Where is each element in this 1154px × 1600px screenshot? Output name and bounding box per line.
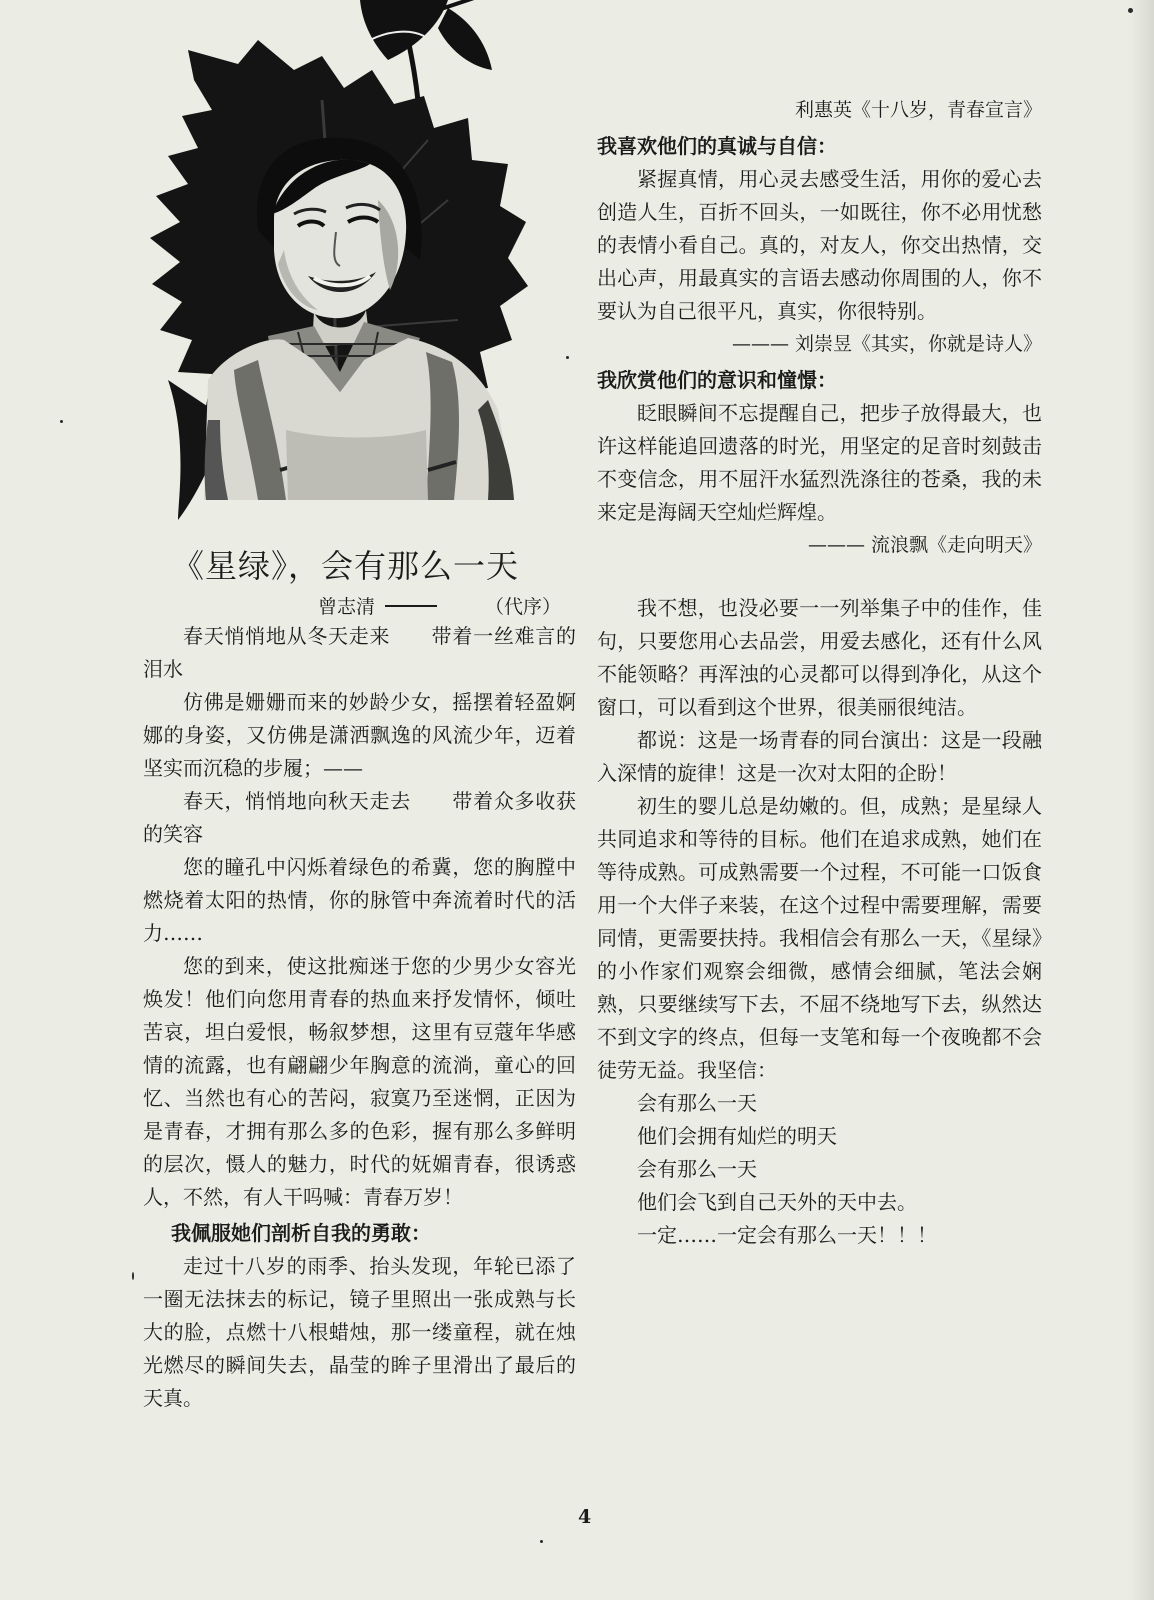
left-paragraph-5: 您的到来，使这批痴迷于您的少男少女容光焕发！他们向您用青春的热血来抒发情怀，倾吐苦哀，坦白爱恨，畅叙梦想，这里有豆蔻年华感情的流露，也有翩翩少年胸意的流淌，童心的回忆、当然也有心的苦闷，寂寞乃至迷惘，正因为是青春，才拥有那么多的色彩，握有那么多鲜明的层次，慑人的魅力，时代的妩媚青春，很诱惑人，不然，有人干吗喊：青春万岁！ [143, 954, 576, 1209]
left-paragraph-3: 春天，悄悄地向秋天走去 带着众多收获的笑容 [143, 789, 576, 846]
verse-line-2: 他们会拥有灿烂的明天 [637, 1124, 837, 1148]
author-name: 曾志清 [318, 596, 376, 618]
byline [318, 592, 561, 619]
scan-speck [60, 420, 63, 423]
leaf-portrait-icon [108, 0, 558, 540]
leaf-portrait-illustration [108, 0, 558, 540]
right-column [597, 94, 1042, 1252]
verse-line-5: 一定……一定会有那么一天！！！ [637, 1223, 937, 1247]
article-title: 《星绿》，会有那么一天 [172, 547, 520, 585]
right-paragraph-1: 我不想，也没必要一一列举集子中的佳作，佳句，只要您用心去品尝，用爱去感化，还有什么风不能领略？再浑浊的心灵都可以得到净化，从这个窗口，可以看到这个世界，很美丽很纯洁。 [597, 596, 1042, 719]
left-paragraph-1: 春天悄悄地从冬天走来 带着一丝难言的泪水 [143, 624, 576, 681]
left-paragraph-6: 走过十八岁的雨季、抬头发现，年轮已添了一圈无法抹去的标记，镜子里照出一张成熟与长大的脸，点燃十八根蜡烛，那一缕童程，就在烛光燃尽的瞬间失去，晶莹的眸子里滑出了最后的天真。 [143, 1254, 576, 1410]
section-heading-2: 我欣赏他们的意识和憧憬： [597, 368, 837, 392]
byline-dash [385, 605, 437, 607]
left-section-heading: 我佩服她们剖析自我的勇敢： [171, 1221, 431, 1245]
scan-speck [566, 356, 569, 359]
quote-paragraph-1: 紧握真情，用心灵去感受生活，用你的爱心去创造人生，百折不回头，一如既往，你不必用忧愁的表情小看自己。真的，对友人，你交出热情，交出心声，用最真实的言语去感动你周围的人，你不要认为自己很平凡，真实，你很特别。 [597, 167, 1042, 323]
paragraph-gap [597, 562, 1042, 592]
left-column [143, 620, 576, 1415]
verse-line-1: 会有那么一天 [637, 1091, 757, 1115]
right-paragraph-2: 都说：这是一场青春的同台演出：这是一段融入深情的旋律！这是一次对太阳的企盼！ [597, 728, 1042, 785]
right-paragraph-3: 初生的婴儿总是幼嫩的。但，成熟；是星绿人共同追求和等待的目标。他们在追求成熟，她们在等待成熟。可成熟需要一个过程，不可能一口饭食用一个大伴子来装，在这个过程中需要理解，需要同情，更需要扶持。我相信会有那么一天，《星绿》的小作家们观察会细微，感情会细腻，笔法会娴熟，只要继续写下去，不屈不绕地写下去，纵然达不到文字的终点，但每一支笔和每一个夜晚都不会徒劳无益。我坚信： [597, 794, 1042, 1082]
page-number: 4 [578, 1506, 592, 1528]
left-paragraph-2: 仿佛是姗姗而来的妙龄少女，摇摆着轻盈婀娜的身姿，又仿佛是潇洒飘逸的风流少年，迈着坚实而沉稳的步履；—— [143, 690, 576, 780]
quote-source-1: 利惠英《十八岁，青春宣言》 [794, 99, 1042, 121]
scan-speck [132, 1272, 134, 1280]
preface-tag: （代序） [485, 596, 562, 618]
scan-edge [1130, 0, 1154, 1600]
quote-source-3: ——— 流浪飘《走向明天》 [807, 534, 1042, 556]
scan-speck [1128, 8, 1133, 13]
quote-paragraph-2: 眨眼瞬间不忘提醒自己，把步子放得最大，也许这样能追回遗落的时光，用坚定的足音时刻鼓击不变信念，用不屈汗水猛烈洗涤往的苍桑，我的未来定是海阔天空灿烂辉煌。 [597, 401, 1042, 524]
quote-source-2: ——— 刘崇昱《其实，你就是诗人》 [731, 333, 1042, 355]
scan-speck [540, 1540, 543, 1543]
verse-line-4: 他们会飞到自己天外的天中去。 [637, 1190, 917, 1214]
left-paragraph-4: 您的瞳孔中闪烁着绿色的希冀，您的胸膛中燃烧着太阳的热情，你的脉管中奔流着时代的活力…… [143, 855, 576, 945]
verse-line-3: 会有那么一天 [637, 1157, 757, 1181]
section-heading-1: 我喜欢他们的真诚与自信： [597, 134, 837, 158]
